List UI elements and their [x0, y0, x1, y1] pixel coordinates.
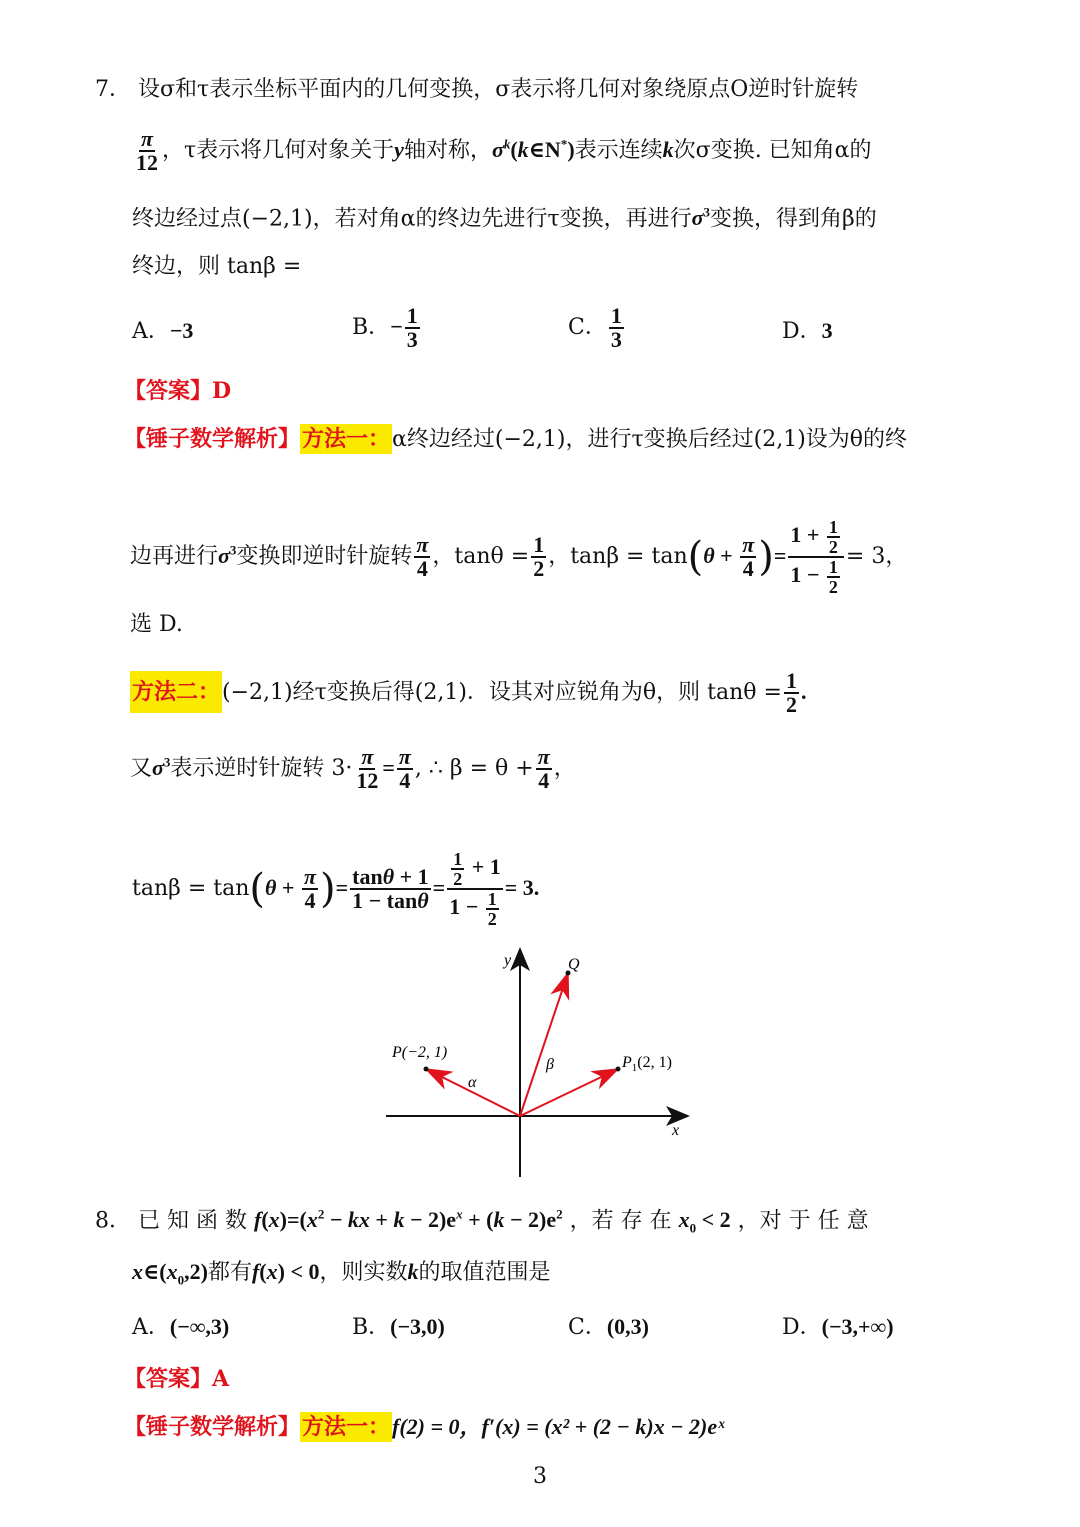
q8-number: 8．: [95, 1208, 131, 1234]
rotation-figure: [380, 945, 700, 1185]
q7-text-2c: 轴对称，: [403, 138, 492, 163]
q7-line-1: [95, 75, 858, 105]
q7-line-3: [132, 198, 877, 234]
function-f-definition: $f(x)=(x^2$ − kx + $k - 2)e^x + (k - 2)e^2$: [253, 1207, 563, 1233]
q7-line-4: [132, 252, 301, 282]
q7-method1-line-3: 选 D.: [130, 612, 183, 637]
method2-label: 方法二：: [130, 671, 222, 713]
q7-number: 7．: [95, 77, 131, 102]
q8-option-c: C．(0,3): [568, 1314, 649, 1340]
analysis-label: 【锤子数学解析】: [124, 426, 301, 452]
q7-text-3a: 终边经过点(−2,1)，若对角α的终边先进行τ变换，再进行: [132, 206, 692, 232]
method1-label: 方法一：: [302, 426, 391, 452]
q7-method1-line-2: 边再进行$\sigma^3$变换即逆时针旋转 $\frac{\pi}{4}$ ，tanθ = $\frac{1}{2}$ ，tanβ = tan(θ + $\frac{\pi}{4}$ )= 1 + $\frac{1}{2}$ 1 − $\frac{1}{2}$ = 3，: [130, 517, 908, 597]
q8-option-d: D．(−3,+∞): [782, 1314, 894, 1340]
q7-method1-line-1: 【锤子数学解析】方法一：α终边经过(−2,1)，进行τ变换后经过(2,1)设为θ的终: [124, 426, 908, 452]
q8-line-1: 8． 已 知 函 数 $f(x)=(x^2$ − kx + $k - 2)e^x + (k - 2)e^2$ ，若 存 在 $x_0 < 2$ ，对 于 任 意: [95, 1207, 869, 1236]
q-label: Q: [568, 956, 580, 973]
q8-answer: 【答案】A: [124, 1366, 230, 1392]
q7-option-b: B．− $\frac{1}{3}$: [352, 303, 418, 352]
q7-text-3b: 变换，得到角β的: [709, 206, 877, 232]
q7-text-2b: y: [394, 137, 404, 162]
q7-method2-line-3: tanβ = tan(θ + $\frac{\pi}{4}$ )= $\frac{\tan\theta + 1}{1 - \tan\theta}$ = $\frac{1}{2}$ + 1 1 − $\frac{1}{2}$ = 3.: [132, 849, 540, 929]
y-axis-label: y: [504, 952, 512, 969]
q7-option-c: C． $\frac{1}{3}$: [568, 303, 622, 352]
page-number: 3: [533, 1464, 547, 1489]
x-axis-label: x: [672, 1122, 680, 1139]
q7-text-4: 终边，则 tanβ =: [132, 254, 302, 279]
q8-option-a: A．(−∞,3): [132, 1314, 230, 1340]
arrow-to-p1: [520, 1069, 618, 1116]
q7-answer: 【答案】D: [124, 378, 232, 404]
sigma-cubed: $\sigma^3$: [691, 205, 710, 231]
q7-text-1: 设σ和τ表示坐标平面内的几何变换，σ表示将几何对象绕原点O逆时针旋转: [138, 77, 859, 102]
beta-label: β: [546, 1056, 554, 1073]
p-label: P(−2, 1): [392, 1044, 448, 1061]
q7-option-a: A．−3: [132, 318, 194, 344]
q8-line-2: $x\in(x_0,2)$都有f(x) < 0，则实数k的取值范围是: [132, 1259, 551, 1288]
q7-option-d: D．3: [782, 318, 833, 344]
q7-method2-line-2: 又$\sigma^3$表示逆时针旋转 3· $\frac{\pi}{12}$ = $\frac{\pi}{4}$ , ∴ β = θ + $\frac{\pi}{4}$ ，: [130, 744, 576, 793]
q8-option-b: B．(−3,0): [352, 1314, 445, 1340]
q7-line-2: [132, 128, 872, 174]
q7-text-2f: 次σ变换. 已知角α的: [673, 138, 872, 163]
q7-text-2e: k: [662, 137, 674, 162]
q7-text-2d: 表示连续: [574, 138, 663, 163]
arrow-to-q: [520, 973, 568, 1116]
q7-method2-line-1: 方法二：(−2,1)经τ变换后得(2,1)．设其对应锐角为θ，则 tanθ = $\frac{1}{2}$ .: [132, 668, 807, 717]
q8-method1-line-1: 【锤子数学解析】方法一：f(2) = 0，f′(x) = (x² + (2 − k)x − 2)eˣ: [124, 1414, 725, 1440]
alpha-label: α: [468, 1074, 477, 1091]
q7-text-2a: ，τ表示将几何对象关于: [162, 138, 395, 163]
p1-label: $P_1(2$, 1): [622, 1054, 672, 1074]
fraction-pi-12: $\frac{\pi}{12}$: [136, 126, 158, 175]
sigma-k-expression: $\sigma^k(k\in N^*)$: [491, 136, 575, 162]
